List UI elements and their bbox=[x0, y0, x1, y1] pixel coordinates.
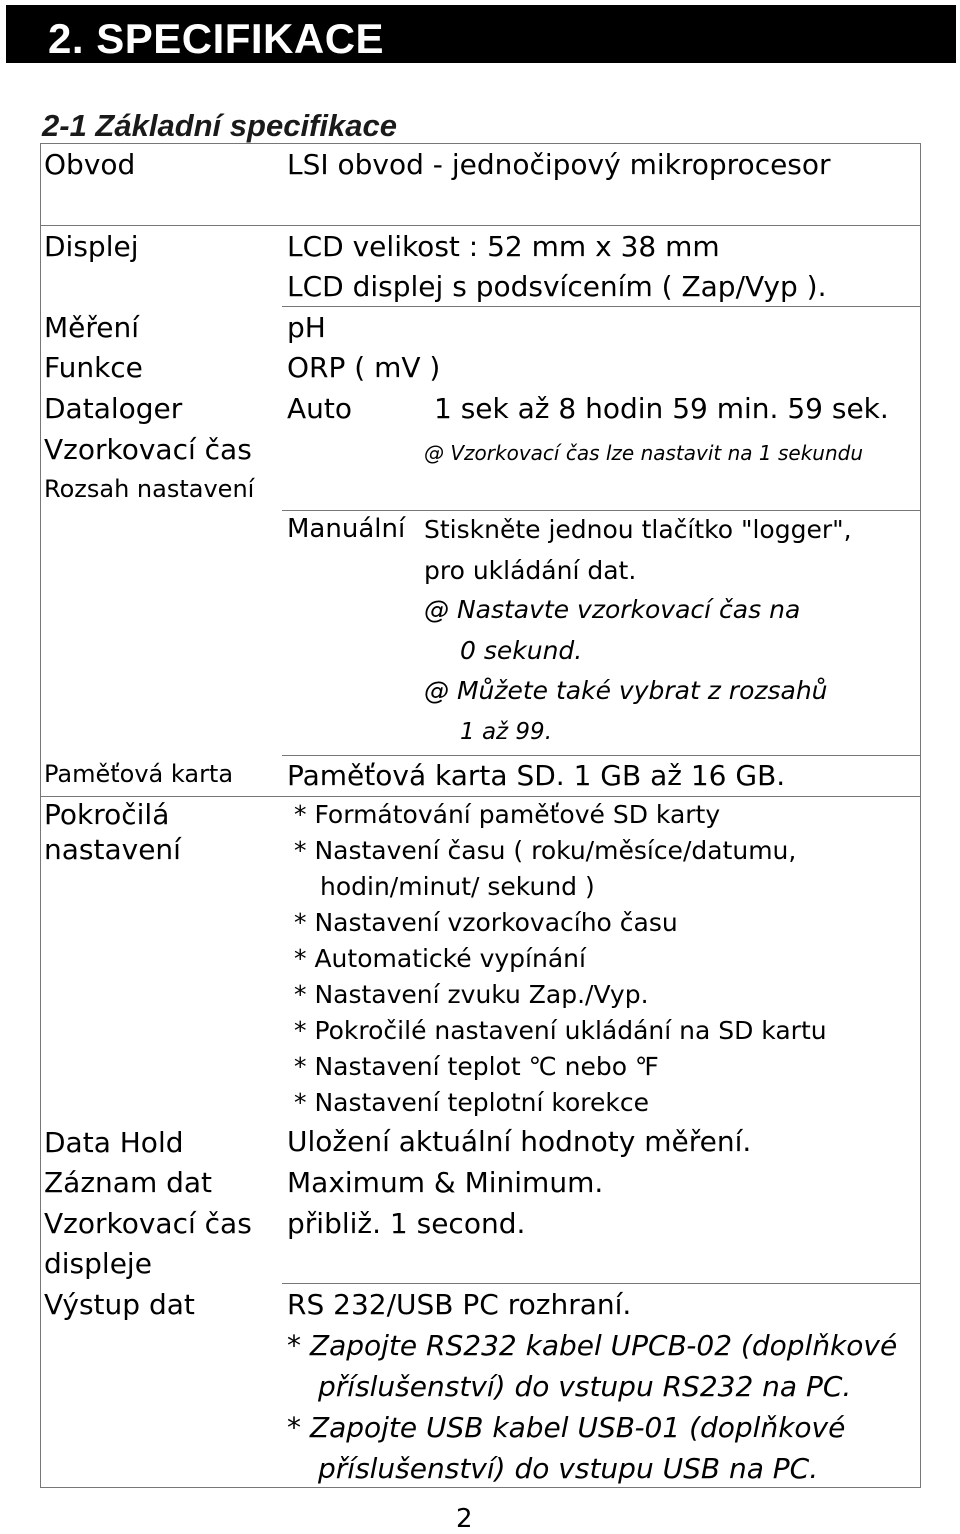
value-vystup-2: * Zapojte RS232 kabel UPCB-02 (doplňkové bbox=[287, 1329, 898, 1362]
label-rozsah-nastaveni: Rozsah nastavení bbox=[44, 475, 255, 503]
label-data-hold: Data Hold bbox=[44, 1126, 184, 1159]
page-number: 2 bbox=[456, 1504, 473, 1534]
row-divider bbox=[282, 510, 921, 511]
header-bar bbox=[6, 5, 956, 63]
table-border-right bbox=[920, 143, 921, 1487]
label-displeje: displeje bbox=[44, 1247, 152, 1280]
list-item: * Pokročilé nastavení ukládání na SD kartu bbox=[294, 1016, 827, 1045]
label-zaznam-dat: Záznam dat bbox=[44, 1166, 213, 1199]
label-nastaveni: nastavení bbox=[44, 833, 181, 866]
list-item: * Nastavení teplot ℃ nebo ℉ bbox=[294, 1052, 659, 1081]
value-auto-label: Auto bbox=[287, 392, 353, 425]
value-displej-1: LCD velikost : 52 mm x 38 mm bbox=[287, 230, 720, 263]
value-manual-line2: pro ukládání dat. bbox=[424, 556, 637, 585]
note-auto: @ Vzorkovací čas lze nastavit na 1 sekundu bbox=[424, 441, 864, 465]
value-manual-line1: Stiskněte jednou tlačítko "logger", bbox=[424, 515, 852, 544]
section-title: 2-1 Základní specifikace bbox=[42, 108, 397, 143]
value-manual-label: Manuální bbox=[287, 514, 406, 544]
row-divider bbox=[282, 306, 921, 307]
row-divider bbox=[40, 225, 921, 226]
value-mereni-orp: ORP ( mV ) bbox=[287, 351, 441, 384]
value-zaznam-dat: Maximum & Minimum. bbox=[287, 1166, 604, 1199]
row-divider bbox=[40, 796, 921, 797]
value-data-hold: Uložení aktuální hodnoty měření. bbox=[287, 1125, 752, 1158]
value-vystup-1: RS 232/USB PC rozhraní. bbox=[287, 1288, 632, 1321]
label-obvod: Obvod bbox=[44, 148, 136, 181]
list-item: * Nastavení teplotní korekce bbox=[294, 1088, 649, 1117]
label-pokrocila: Pokročilá bbox=[44, 798, 170, 831]
value-vystup-3: příslušenství) do vstupu RS232 na PC. bbox=[318, 1370, 852, 1403]
table-border-top bbox=[40, 143, 921, 144]
list-item: * Automatické vypínání bbox=[294, 944, 586, 973]
value-vystup-4: * Zapojte USB kabel USB-01 (doplňkové bbox=[287, 1411, 846, 1444]
label-mereni: Měření bbox=[44, 311, 140, 344]
note-manual-1b: 0 sekund. bbox=[460, 636, 583, 665]
label-funkce: Funkce bbox=[44, 351, 143, 384]
label-vzorkovaci-cas-displeje: Vzorkovací čas bbox=[44, 1207, 252, 1240]
row-divider bbox=[282, 1283, 921, 1284]
note-manual-1a: @ Nastavte vzorkovací čas na bbox=[424, 595, 801, 624]
value-mereni-ph: pH bbox=[287, 311, 326, 344]
label-vystup-dat: Výstup dat bbox=[44, 1288, 195, 1321]
row-divider bbox=[282, 755, 921, 756]
label-pametova-karta: Paměťová karta bbox=[44, 760, 234, 788]
label-dataloger: Dataloger bbox=[44, 392, 183, 425]
value-displej-2: LCD displej s podsvícením ( Zap/Vyp ). bbox=[287, 270, 827, 303]
list-item: * Nastavení času ( roku/měsíce/datumu, bbox=[294, 836, 797, 865]
table-border-bottom bbox=[40, 1487, 921, 1488]
label-vzorkovaci-cas: Vzorkovací čas bbox=[44, 433, 252, 466]
label-displej: Displej bbox=[44, 230, 139, 263]
value-auto-range: 1 sek až 8 hodin 59 min. 59 sek. bbox=[434, 392, 889, 425]
table-border-left bbox=[40, 143, 41, 1487]
value-obvod: LSI obvod - jednočipový mikroprocesor bbox=[287, 148, 831, 181]
list-item: hodin/minut/ sekund ) bbox=[320, 872, 595, 901]
value-vzorkovaci-cas: přibliž. 1 second. bbox=[287, 1207, 526, 1240]
page-title: 2. SPECIFIKACE bbox=[48, 15, 385, 62]
value-pametova-karta: Paměťová karta SD. 1 GB až 16 GB. bbox=[287, 759, 786, 792]
list-item: * Nastavení vzorkovacího času bbox=[294, 908, 678, 937]
value-vystup-5: příslušenství) do vstupu USB na PC. bbox=[318, 1452, 819, 1485]
list-item: * Formátování paměťové SD karty bbox=[294, 800, 721, 829]
note-manual-2a: @ Můžete také vybrat z rozsahů bbox=[424, 676, 828, 705]
note-manual-2b: 1 až 99. bbox=[460, 719, 552, 745]
list-item: * Nastavení zvuku Zap./Vyp. bbox=[294, 980, 649, 1009]
